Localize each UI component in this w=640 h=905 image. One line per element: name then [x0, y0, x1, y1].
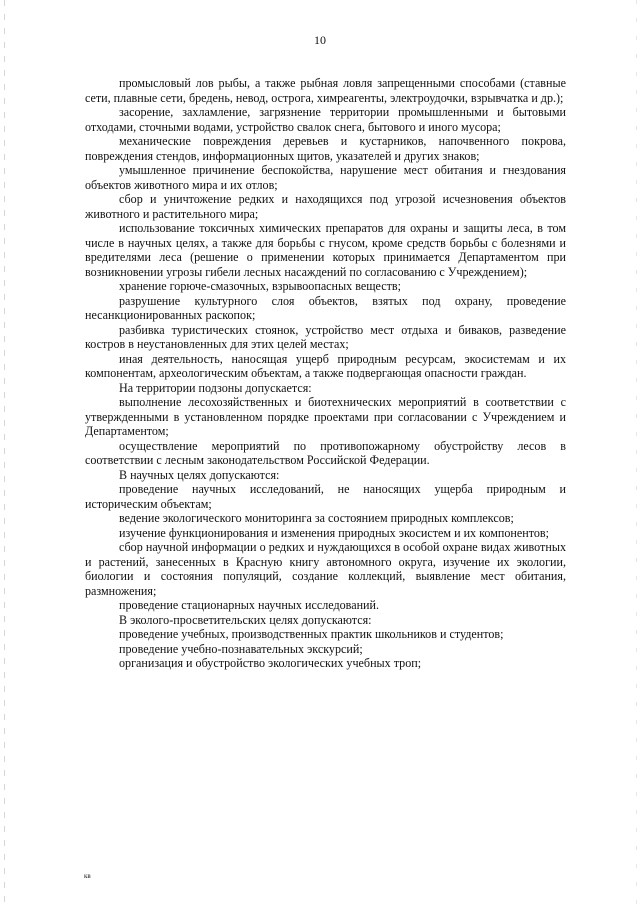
paragraph: ведение экологического мониторинга за состоянием природных комплексов; — [119, 511, 514, 525]
page-number: 10 — [314, 33, 326, 47]
paragraph: проведение научных исследований, не наносящих ущерба природным и историческим объектам; — [85, 482, 566, 511]
paragraph: проведение стационарных научных исследований. — [119, 598, 380, 612]
paragraph: разрушение культурного слоя объектов, взятых под охрану, проведение несанкционированных раскопок; — [85, 293, 566, 322]
paragraph: проведение учебно-познавательных экскурсий; — [119, 641, 363, 656]
section-intro: В научных целях допускаются: — [119, 467, 280, 482]
paragraph: сбор научной информации о редких и нуждающихся в особой охране видах животных и растений, занесенных в Красную книгу автономного округа, изучение их экологии, биологии и состояния популяций, создание коллекций, выявление мест обитания, размножения; — [85, 540, 566, 598]
paragraph: сбор и уничтожение редких и находящихся под угрозой исчезновения объектов животного и растительного мира; — [85, 192, 566, 221]
paragraph: выполнение лесохозяйственных и биотехнических мероприятий в соответствии с утвержденными в установленном порядке проектами при согласовании с Учреждением и Департаментом; — [85, 395, 566, 438]
paragraph: хранение горюче-смазочных, взрывоопасных веществ; — [119, 279, 401, 293]
footer-mark: кв — [84, 872, 91, 880]
section-intro: На территории подзоны допускается: — [119, 380, 312, 395]
scan-edge-right — [636, 0, 637, 905]
paragraph: иная деятельность, наносящая ущерб природным ресурсам, экосистемам и их компонентам, археологическим объектам, а также подвергающая опасности граждан. — [85, 351, 566, 380]
paragraph: осуществление мероприятий по противопожарному обустройству лесов в соответствии с лесным законодательством Российской Федерации. — [85, 438, 566, 467]
paragraph: засорение, захламление, загрязнение территории промышленными и бытовыми отходами, сточными водами, устройство свалок снега, бытового и иного мусора; — [85, 105, 566, 134]
paragraph: разбивка туристических стоянок, устройство мест отдыха и биваков, разведение костров в неустановленных для этих целей местах; — [85, 322, 566, 351]
paragraph: проведение учебных, производственных практик школьников и студентов; — [119, 627, 504, 641]
paragraph: промысловый лов рыбы, а также рыбная ловля запрещенными способами (ставные сети, плавные сети, бредень, невод, острога, химреагенты, электроудочки, взрывчатка и др.); — [85, 76, 566, 105]
paragraph: изучение функционирования и изменения природных экосистем и их компонентов; — [119, 525, 549, 540]
body-text — [85, 76, 566, 671]
paragraph: организация и обустройство экологических учебных троп; — [119, 656, 422, 670]
paragraph: умышленное причинение беспокойства, нарушение мест обитания и гнездования объектов животного мира и их отлов; — [85, 163, 566, 192]
section-intro: В эколого-просветительских целях допускаются: — [119, 612, 372, 627]
paragraph: механические повреждения деревьев и кустарников, напочвенного покрова, повреждения стендов, информационных щитов, указателей и других знаков; — [85, 134, 566, 163]
paragraph: использование токсичных химических препаратов для охраны и защиты леса, в том числе в научных целях, а также для борьбы с гнусом, кроме средств борьбы с болезнями и вредителями леса (решение о применении которых принимается Департаментом при возникновении угрозы гибели лесных насаждений по согласованию с Учреждением); — [85, 221, 566, 279]
scan-edge-left — [4, 0, 5, 905]
